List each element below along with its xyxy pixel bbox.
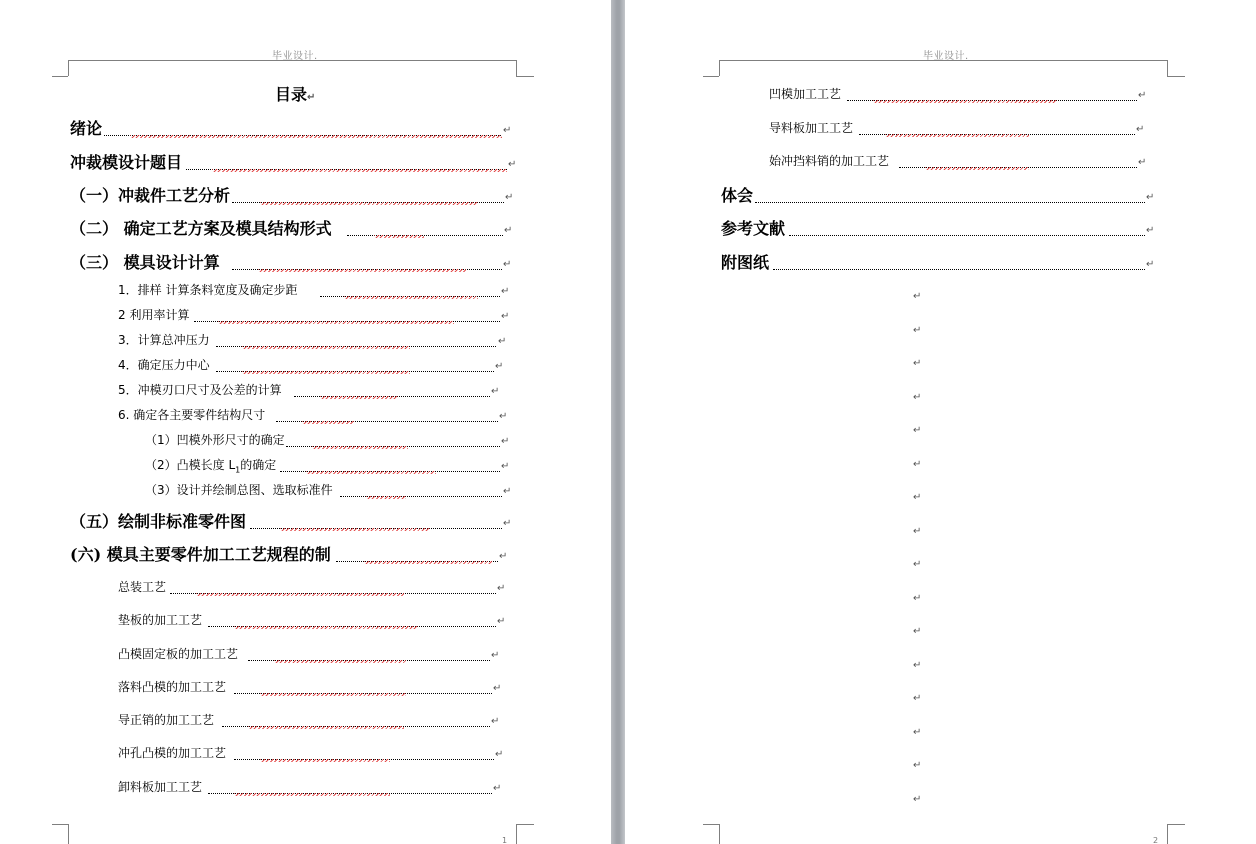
toc-entry-label-tail: 的确定: [240, 458, 277, 472]
crop-mark: [1167, 76, 1185, 77]
dot-leader: [755, 202, 1145, 203]
toc-entry-label: 卸料板加工工艺: [118, 780, 203, 794]
paragraph-mark: ↵: [495, 361, 504, 372]
toc-entry-label: 冲裁模设计题目: [70, 153, 183, 172]
page-number: 2: [1153, 836, 1159, 844]
paragraph-mark: ↵: [913, 492, 922, 503]
spell-underline: [280, 528, 430, 531]
paragraph-mark: ↵: [1146, 192, 1155, 203]
toc-entry-label: （3）设计并绘制总图、选取标准件: [145, 483, 333, 497]
paragraph-mark: ↵: [913, 458, 922, 470]
toc-entry-label: 导正销的加工工艺: [118, 713, 215, 727]
crop-mark: [52, 60, 69, 76]
header-rule: [68, 60, 516, 61]
crop-mark: [703, 60, 720, 76]
paragraph-mark: ↵: [503, 486, 512, 497]
crop-mark: [516, 76, 534, 77]
toc-entry-label: 附图纸: [721, 253, 770, 272]
toc-entry-label: 冲孔凸模的加工工艺: [118, 746, 227, 760]
spell-underline: [196, 593, 404, 596]
spell-underline: [306, 471, 436, 474]
toc-entry-label: （二） 确定工艺方案及模具结构形式: [70, 219, 332, 238]
paragraph-mark: ↵: [501, 311, 510, 322]
spell-underline: [260, 759, 390, 762]
paragraph-mark: ↵: [501, 286, 510, 297]
paragraph-mark: ↵: [493, 683, 502, 694]
subscript-text: 1: [235, 465, 241, 475]
paragraph-mark: ↵: [503, 518, 512, 529]
page-header: 毕业设计.: [923, 51, 969, 62]
spell-underline: [312, 446, 408, 449]
spell-underline: [302, 421, 354, 424]
spell-underline: [320, 396, 398, 399]
toc-entry-label: 1．排样 计算条料宽度及确定步距: [118, 283, 298, 297]
toc-entry-label: 总装工艺: [118, 580, 167, 594]
toc-entry-label: （1）凹模外形尺寸的确定: [145, 433, 285, 447]
toc-entry-label: 4．确定压力中心: [118, 358, 210, 372]
spell-underline: [925, 167, 1029, 170]
paragraph-mark: ↵: [913, 592, 922, 604]
paragraph-mark: ↵: [913, 760, 922, 771]
paragraph-mark: ↵: [913, 693, 922, 704]
spell-underline: [873, 100, 1057, 103]
toc-entry-label: (六) 模具主要零件加工工艺规程的制: [70, 545, 331, 564]
toc-entry-label: 垫板的加工工艺: [118, 613, 203, 627]
paragraph-mark: ↵: [913, 324, 922, 336]
paragraph-mark: ↵: [508, 159, 517, 170]
spell-underline: [260, 202, 478, 205]
paragraph-mark: ↵: [1138, 90, 1147, 101]
paragraph-mark: ↵: [493, 783, 502, 794]
crop-mark: [516, 824, 517, 844]
toc-entry-label-main: （2）凸模长度 L: [145, 458, 236, 472]
spell-underline: [885, 134, 1029, 137]
spell-underline: [218, 321, 454, 324]
paragraph-mark: ↵: [307, 92, 316, 103]
spell-underline: [274, 660, 406, 663]
crop-mark: [703, 76, 719, 77]
toc-entry-label: 落料凸模的加工工艺: [118, 680, 227, 694]
paragraph-mark: ↵: [497, 616, 506, 627]
paragraph-mark: ↵: [505, 192, 514, 203]
paragraph-mark: ↵: [1138, 157, 1147, 168]
toc-entry-label: 凸模固定板的加工工艺: [118, 647, 239, 661]
toc-entry-label: 导料板加工工艺: [769, 121, 854, 135]
crop-mark: [719, 824, 720, 844]
toc-entry-label: 始冲挡料销的加工工艺: [769, 154, 890, 168]
document-page-1: [0, 0, 611, 844]
toc-entry-label: 参考文献: [721, 219, 786, 238]
page-number: 1: [502, 836, 508, 844]
paragraph-mark: ↵: [501, 436, 510, 447]
dot-leader: [789, 235, 1145, 236]
toc-entry-label: （三） 模具设计计算: [70, 253, 220, 272]
crop-mark: [1167, 824, 1168, 844]
paragraph-mark: ↵: [913, 626, 922, 637]
spell-underline: [130, 135, 502, 138]
spell-underline: [366, 496, 406, 499]
toc-entry-label: （五）绘制非标准零件图: [70, 512, 247, 531]
dot-leader: [340, 496, 502, 497]
paragraph-mark: ↵: [491, 650, 500, 661]
crop-mark: [516, 824, 534, 825]
paragraph-mark: ↵: [913, 559, 922, 570]
paragraph-mark: ↵: [913, 358, 922, 369]
spell-underline: [364, 561, 492, 564]
crop-mark: [52, 76, 68, 77]
crop-mark: [703, 824, 719, 825]
toc-entry-label: [145, 458, 277, 475]
dot-leader: [347, 235, 503, 236]
spell-underline: [234, 626, 418, 629]
spell-underline: [258, 269, 466, 272]
toc-title: [275, 87, 315, 103]
toc-entry-label: 6. 确定各主要零件结构尺寸: [118, 408, 266, 422]
spell-underline: [242, 371, 410, 374]
paragraph-mark: ↵: [498, 336, 507, 347]
spell-underline: [248, 726, 404, 729]
document-page-2: [625, 0, 1256, 844]
spell-underline: [212, 169, 507, 172]
paragraph-mark: ↵: [1146, 259, 1155, 270]
toc-entry-label: 3．计算总冲压力: [118, 333, 210, 347]
page-header: 毕业设计.: [272, 51, 318, 62]
paragraph-mark: ↵: [913, 793, 922, 805]
paragraph-mark: ↵: [499, 551, 508, 562]
header-rule: [719, 60, 1167, 61]
paragraph-mark: ↵: [497, 583, 506, 594]
toc-entry-label: 2 利用率计算: [118, 308, 190, 322]
paragraph-mark: ↵: [495, 749, 504, 760]
crop-mark: [516, 60, 517, 76]
spell-underline: [260, 693, 406, 696]
paragraph-mark: ↵: [913, 726, 922, 738]
crop-mark: [52, 824, 68, 825]
spell-underline: [234, 793, 390, 796]
paragraph-mark: ↵: [1146, 225, 1155, 236]
paragraph-mark: ↵: [503, 125, 512, 136]
page-gutter: [611, 0, 625, 844]
paragraph-mark: ↵: [491, 716, 500, 727]
crop-mark: [1167, 824, 1185, 825]
toc-entry-label: 体会: [721, 186, 754, 205]
paragraph-mark: ↵: [504, 225, 513, 236]
spell-underline: [374, 235, 424, 238]
paragraph-mark: ↵: [913, 391, 922, 403]
crop-mark: [1167, 60, 1168, 76]
toc-entry-label: 5．冲模刃口尺寸及公差的计算: [118, 383, 282, 397]
paragraph-mark: ↵: [1136, 124, 1145, 135]
paragraph-mark: ↵: [503, 259, 512, 270]
paragraph-mark: ↵: [913, 659, 922, 671]
paragraph-mark: ↵: [499, 411, 508, 422]
paragraph-mark: ↵: [491, 386, 500, 397]
spell-underline: [344, 296, 478, 299]
toc-entry-label: （一）冲裁件工艺分析: [70, 186, 231, 205]
dot-leader: [773, 269, 1145, 270]
paragraph-mark: ↵: [913, 425, 922, 436]
crop-mark: [68, 824, 69, 844]
paragraph-mark: ↵: [913, 525, 922, 537]
spell-underline: [242, 346, 410, 349]
toc-entry-label: 绪论: [70, 119, 103, 138]
toc-entry-label: 凹模加工工艺: [769, 87, 842, 101]
toc-title-text: 目录: [275, 85, 308, 104]
paragraph-mark: ↵: [913, 291, 922, 302]
paragraph-mark: ↵: [501, 461, 510, 472]
